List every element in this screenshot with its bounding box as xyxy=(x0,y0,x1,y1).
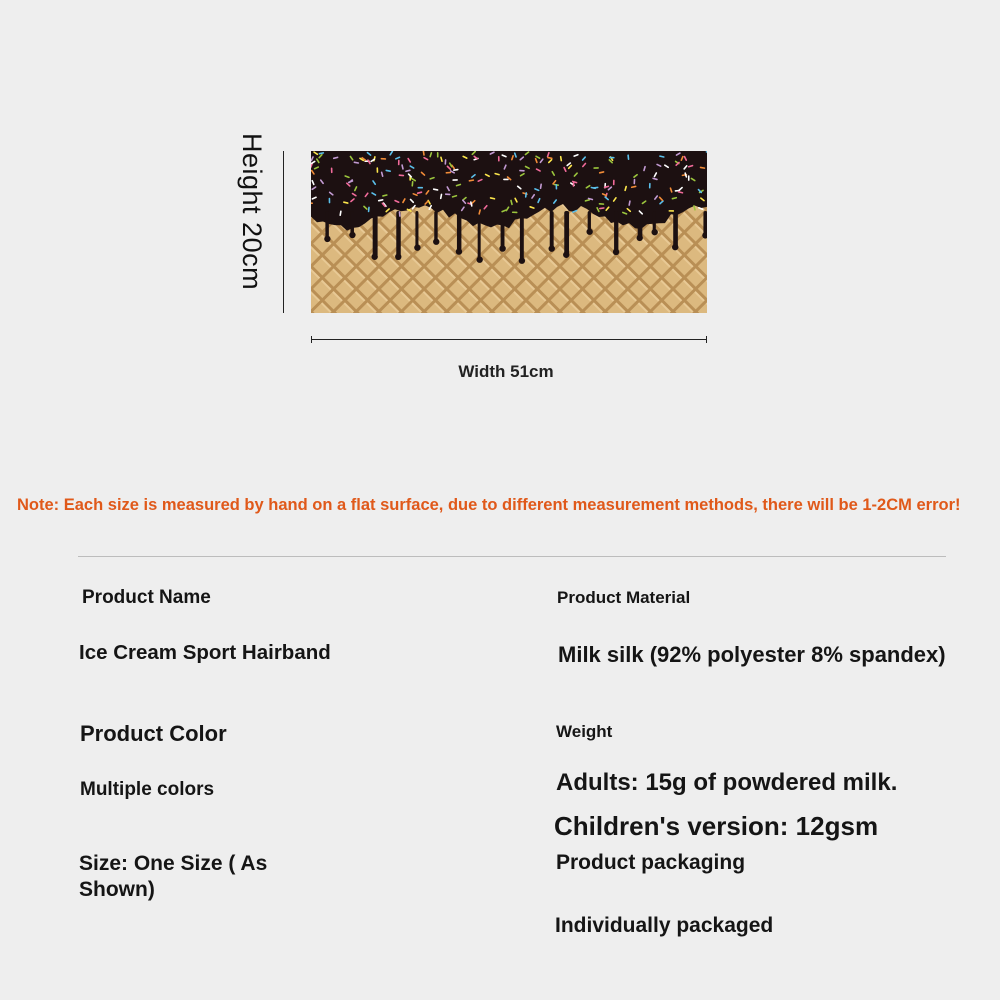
product-color-value: Multiple colors xyxy=(80,779,215,800)
product-material-label: Product Material xyxy=(557,588,691,607)
width-label: Width 51cm xyxy=(458,362,554,381)
hairband-pattern xyxy=(311,151,707,313)
size-value: Size: One Size ( As Shown) xyxy=(79,852,268,901)
height-label-text: Height 20cm xyxy=(237,133,267,291)
divider xyxy=(78,556,946,557)
measurement-note: Note: Each size is measured by hand on a flat surface, due to different measurement methods, there will be 1-2CM error! xyxy=(17,496,961,514)
weight-label: Weight xyxy=(556,722,613,741)
height-dimension-line xyxy=(283,151,284,313)
product-image xyxy=(311,151,707,313)
packaging-value: Individually packaged xyxy=(555,914,774,937)
product-name-value: Ice Cream Sport Hairband xyxy=(79,641,331,664)
packaging-label: Product packaging xyxy=(556,851,746,874)
weight-children: Children's version: 12gsm xyxy=(554,811,879,841)
weight-adults: Adults: 15g of powdered milk. xyxy=(556,769,898,796)
product-color-label: Product Color xyxy=(80,721,227,746)
product-material-value: Milk silk (92% polyester 8% spandex) xyxy=(558,642,946,667)
product-name-label: Product Name xyxy=(82,587,211,608)
width-dimension-line xyxy=(311,339,707,340)
